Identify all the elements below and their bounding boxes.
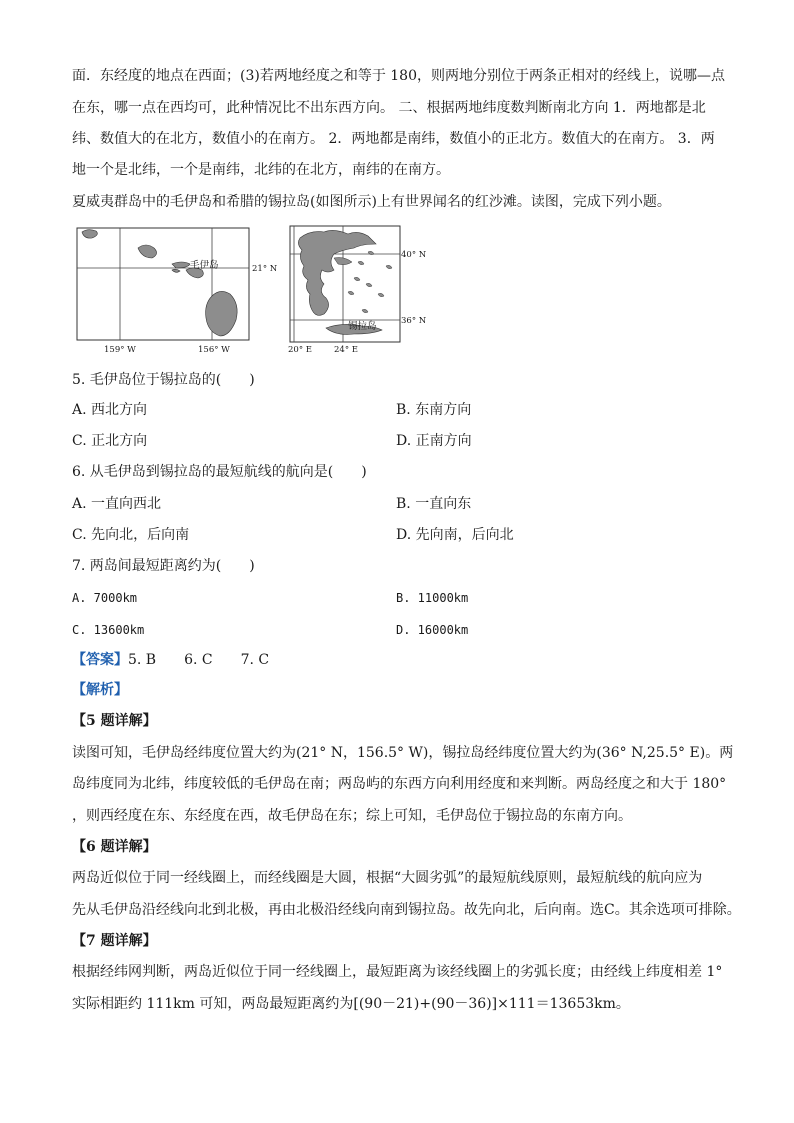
- detail-6-line-1: 两岛近似位于同一经线圈上，而经线圈是大圆，根据“大圆劣弧”的最短航线原则，最短航线的航向应为: [72, 870, 703, 886]
- detail-5-line-2: 岛纬度同为北纬，纬度较低的毛伊岛在南；两岛屿的东西方向利用经度和来判断。两岛经度之和大于 180°: [72, 776, 727, 792]
- detail-6-line-2: 先从毛伊岛沿经线向北到北极，再由北极沿经线向南到锡拉岛。故先向北，后向南。选C。其余选项可排除。: [72, 902, 741, 918]
- hawaii-lon-label-left: 159° W: [104, 345, 136, 355]
- answer-tag: 【答案】: [72, 652, 128, 668]
- detail-6-heading: 【6 题详解】: [72, 839, 157, 855]
- question-7-option-d: D. 16000km: [396, 623, 469, 637]
- detail-7-line-1: 根据经纬网判断，两岛近似位于同一经线圈上，最短距离为该经线圈上的劣弧长度；由经线上纬度相差 1°: [72, 964, 723, 980]
- detail-5-heading: 【5 题详解】: [72, 713, 157, 729]
- thera-label: 锡拉岛: [348, 321, 377, 332]
- answer-text: 5. B 6. C 7. C: [128, 652, 270, 668]
- question-5-option-d: D. 正南方向: [396, 433, 472, 449]
- intro-line-2: 在东，哪一点在西均可，此种情况比不出东西方向。 二、根据两地纬度数判断南北方向 1．两地都是北: [72, 100, 706, 116]
- question-7-stem: 7. 两岛间最短距离约为( ): [72, 558, 255, 574]
- detail-5-line-3: ，则西经度在东、东经度在西，故毛伊岛在东；综上可知，毛伊岛位于锡拉岛的东南方向。: [72, 808, 632, 824]
- question-6-option-c: C. 先向北，后向南: [72, 527, 190, 543]
- intro-line-5: 夏威夷群岛中的毛伊岛和希腊的锡拉岛(如图所示)上有世界闻名的红沙滩。读图，完成下列小题。: [72, 194, 671, 210]
- question-7-option-b: B. 11000km: [396, 591, 469, 605]
- greece-lon-label-20: 20° E: [288, 345, 312, 355]
- question-7-option-a: A. 7000km: [72, 591, 138, 605]
- detail-7-heading: 【7 题详解】: [72, 933, 157, 949]
- intro-line-1: 面．东经度的地点在西面；(3)若两地经度之和等于 180，则两地分别位于两条正相对的经线上，说哪—点: [72, 68, 726, 84]
- location-maps-figure: [72, 222, 427, 358]
- detail-5-line-1: 读图可知，毛伊岛经纬度位置大约为(21° N，156.5° W)，锡拉岛经纬度位置大约为(36° N,25.5° E)。两: [72, 745, 734, 761]
- analysis-tag: 【解析】: [72, 682, 128, 698]
- question-6-option-b: B. 一直向东: [396, 496, 472, 512]
- answer-line: [72, 650, 269, 670]
- hawaii-lat-label: 21° N: [252, 264, 278, 274]
- greece-lat-label-40: 40° N: [401, 250, 427, 260]
- detail-7-line-2: 实际相距约 111km 可知，两岛最短距离约为[(90－21)+(90－36)]×111＝13653km。: [72, 996, 630, 1012]
- greece-map: [288, 226, 427, 355]
- greece-lat-label-36: 36° N: [401, 316, 427, 326]
- intro-line-4: 地一个是北纬，一个是南纬，北纬的在北方，南纬的在南方。: [72, 162, 450, 178]
- greece-lon-label-24: 24° E: [334, 345, 358, 355]
- question-6-stem: 6. 从毛伊岛到锡拉岛的最短航线的航向是( ): [72, 464, 367, 480]
- question-5-option-b: B. 东南方向: [396, 402, 472, 418]
- question-5-option-a: A. 西北方向: [72, 402, 148, 418]
- question-6-option-d: D. 先向南，后向北: [396, 527, 514, 543]
- intro-line-3: 纬、数值大的在北方，数值小的在南方。 2．两地都是南纬，数值小的正北方。数值大的在南方。 3．两: [72, 131, 715, 147]
- hawaii-map: [77, 228, 278, 355]
- question-6-option-a: A. 一直向西北: [72, 496, 162, 512]
- question-5-option-c: C. 正北方向: [72, 433, 148, 449]
- maui-label: 毛伊岛: [190, 260, 219, 271]
- question-7-option-c: C. 13600km: [72, 623, 145, 637]
- hawaii-lon-label-right: 156° W: [198, 345, 230, 355]
- question-5-stem: 5. 毛伊岛位于锡拉岛的( ): [72, 372, 255, 388]
